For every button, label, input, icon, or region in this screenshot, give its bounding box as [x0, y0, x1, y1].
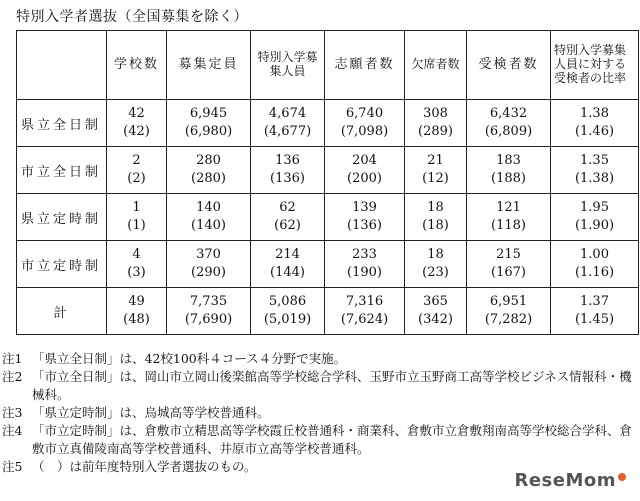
- cell-applicants: [325, 100, 405, 147]
- footnote-item: [2, 404, 638, 422]
- current-value: 21: [427, 153, 444, 169]
- current-value: 1.35: [580, 153, 609, 169]
- current-value: 233: [352, 247, 377, 263]
- previous-year-value: (6,980): [184, 124, 233, 139]
- cell-applicants: [325, 147, 405, 194]
- previous-year-value: (7,282): [484, 312, 533, 327]
- current-value: 62: [279, 200, 296, 216]
- current-value: 6,951: [489, 294, 528, 310]
- previous-year-value: (136): [270, 171, 305, 186]
- cell-quota: [167, 147, 251, 194]
- previous-year-value: (342): [418, 312, 453, 327]
- cell-applicants: [325, 241, 405, 288]
- current-value: 6,945: [189, 106, 228, 122]
- cell-examinees: [467, 100, 551, 147]
- table-row: [17, 147, 639, 194]
- footnote-text: 「市立定時制」は、倉敷市立精思高等学校霞丘校普通科・商業科、倉敷市立倉敷翔南高等学校総合学科、倉敷市立真備陵南高等学校普通科、井原市立高等学校普通科。: [32, 423, 633, 456]
- footnote-item: [2, 350, 638, 368]
- header-blank: [17, 31, 107, 100]
- table-row: [17, 194, 639, 241]
- cell-ratio: [551, 100, 639, 147]
- page-title: 特別入学者選抜（全国募集を除く）: [16, 9, 248, 25]
- previous-year-value: (1.90): [574, 218, 615, 233]
- current-value: 1.37: [580, 294, 609, 310]
- current-value: 42: [128, 106, 145, 122]
- previous-year-value: (140): [191, 218, 226, 233]
- current-value: 1.38: [580, 106, 609, 122]
- current-value: 214: [275, 247, 300, 263]
- previous-year-value: (280): [191, 171, 226, 186]
- current-value: 365: [423, 294, 448, 310]
- table-row: [17, 100, 639, 147]
- previous-year-value: (1): [127, 218, 146, 233]
- cell-absentees: [405, 100, 467, 147]
- current-value: 183: [496, 153, 521, 169]
- header-ratio: 特別入学募集人員に対する受検者の比率: [551, 31, 639, 100]
- cell-quota: [167, 288, 251, 335]
- previous-year-value: (1.16): [574, 265, 615, 280]
- header-schools: 学校数: [107, 31, 167, 100]
- previous-year-value: (12): [422, 171, 449, 186]
- cell-quota: [167, 241, 251, 288]
- previous-year-value: (2): [127, 171, 146, 186]
- header-examinees: 受検者数: [467, 31, 551, 100]
- current-value: 7,316: [345, 294, 384, 310]
- previous-year-value: (289): [418, 124, 453, 139]
- previous-year-value: (42): [123, 124, 150, 139]
- cell-absentees: [405, 147, 467, 194]
- footnote-text: 「市立全日制」は、岡山市立岡山後楽館高等学校総合学科、玉野市立玉野商工高等学校ビジネス情報科・機械科。: [32, 369, 632, 402]
- cell-absentees: [405, 194, 467, 241]
- current-value: 308: [423, 106, 448, 122]
- previous-year-value: (188): [491, 171, 526, 186]
- previous-year-value: (5,019): [263, 312, 312, 327]
- previous-year-value: (7,098): [340, 124, 389, 139]
- cell-schools: [107, 100, 167, 147]
- current-value: 139: [352, 200, 377, 216]
- cell-examinees: [467, 147, 551, 194]
- cell-schools: [107, 147, 167, 194]
- current-value: 18: [427, 247, 444, 263]
- row-label: 市立定時制: [17, 241, 107, 288]
- header-special-quota: 特別入学募集人員: [251, 31, 325, 100]
- current-value: 18: [427, 200, 444, 216]
- current-value: 1.00: [580, 247, 609, 263]
- cell-special-quota: [251, 147, 325, 194]
- previous-year-value: (1.45): [574, 312, 615, 327]
- previous-year-value: (200): [347, 171, 382, 186]
- current-value: 6,432: [489, 106, 528, 122]
- current-value: 7,735: [189, 294, 228, 310]
- cell-special-quota: [251, 241, 325, 288]
- current-value: 215: [496, 247, 521, 263]
- row-label: 計: [17, 288, 107, 335]
- special-admission-table: [16, 30, 639, 335]
- footnote-label: 注3: [2, 405, 23, 420]
- cell-ratio: [551, 147, 639, 194]
- row-label: 市立全日制: [17, 147, 107, 194]
- previous-year-value: (6,809): [484, 124, 533, 139]
- current-value: 6,740: [345, 106, 384, 122]
- row-label: 県立全日制: [17, 100, 107, 147]
- cell-examinees: [467, 194, 551, 241]
- header-row: [17, 31, 639, 100]
- cell-examinees: [467, 288, 551, 335]
- previous-year-value: (7,690): [184, 312, 233, 327]
- footnotes: [2, 350, 638, 476]
- previous-year-value: (290): [191, 265, 226, 280]
- current-value: 4: [132, 247, 141, 263]
- current-value: 1.95: [580, 200, 609, 216]
- current-value: 136: [275, 153, 300, 169]
- current-value: 121: [496, 200, 521, 216]
- footnote-item: [2, 368, 638, 404]
- footnote-label: 注4: [2, 423, 23, 438]
- table-row: [17, 288, 639, 335]
- footnote-label: 注5: [2, 459, 23, 474]
- previous-year-value: (48): [123, 312, 150, 327]
- current-value: 370: [196, 247, 221, 263]
- footnote-text: 「県立定時制」は、烏城高等学校普通科。: [32, 405, 270, 420]
- previous-year-value: (1.38): [574, 171, 615, 186]
- current-value: 280: [196, 153, 221, 169]
- current-value: 5,086: [268, 294, 307, 310]
- previous-year-value: (144): [270, 265, 305, 280]
- previous-year-value: (167): [491, 265, 526, 280]
- cell-examinees: [467, 241, 551, 288]
- footnote-text: 「県立全日制」は、42校100科４コース４分野で実施。: [32, 351, 347, 366]
- previous-year-value: (136): [347, 218, 382, 233]
- previous-year-value: (3): [127, 265, 146, 280]
- previous-year-value: (190): [347, 265, 382, 280]
- logo-text-left: Rese: [514, 470, 566, 491]
- current-value: 49: [128, 294, 145, 310]
- current-value: 204: [352, 153, 377, 169]
- header-quota: 募集定員: [167, 31, 251, 100]
- table-row: [17, 241, 639, 288]
- previous-year-value: (118): [491, 218, 526, 233]
- previous-year-value: (23): [422, 265, 449, 280]
- footnote-label: 注2: [2, 369, 23, 384]
- footnote-item: [2, 422, 638, 458]
- footnote-text: （ ）は前年度特別入学者選抜のもの。: [32, 459, 257, 474]
- cell-absentees: [405, 241, 467, 288]
- cell-quota: [167, 100, 251, 147]
- current-value: 2: [132, 153, 141, 169]
- previous-year-value: (18): [422, 218, 449, 233]
- cell-absentees: [405, 288, 467, 335]
- logo-dot-icon: [618, 473, 626, 481]
- cell-ratio: [551, 194, 639, 241]
- previous-year-value: (1.46): [574, 124, 615, 139]
- cell-schools: [107, 194, 167, 241]
- logo-text-right: Mom: [565, 470, 616, 491]
- row-label: 県立定時制: [17, 194, 107, 241]
- cell-ratio: [551, 241, 639, 288]
- previous-year-value: (62): [274, 218, 301, 233]
- cell-special-quota: [251, 288, 325, 335]
- cell-special-quota: [251, 100, 325, 147]
- current-value: 140: [196, 200, 221, 216]
- cell-ratio: [551, 288, 639, 335]
- cell-applicants: [325, 194, 405, 241]
- current-value: 1: [132, 200, 141, 216]
- cell-applicants: [325, 288, 405, 335]
- footnote-label: 注1: [2, 351, 23, 366]
- header-applicants: 志願者数: [325, 31, 405, 100]
- previous-year-value: (4,677): [263, 124, 312, 139]
- current-value: 4,674: [268, 106, 307, 122]
- header-absentees: 欠席者数: [405, 31, 467, 100]
- cell-schools: [107, 241, 167, 288]
- cell-special-quota: [251, 194, 325, 241]
- cell-quota: [167, 194, 251, 241]
- previous-year-value: (7,624): [340, 312, 389, 327]
- resemom-logo: [514, 470, 626, 491]
- cell-schools: [107, 288, 167, 335]
